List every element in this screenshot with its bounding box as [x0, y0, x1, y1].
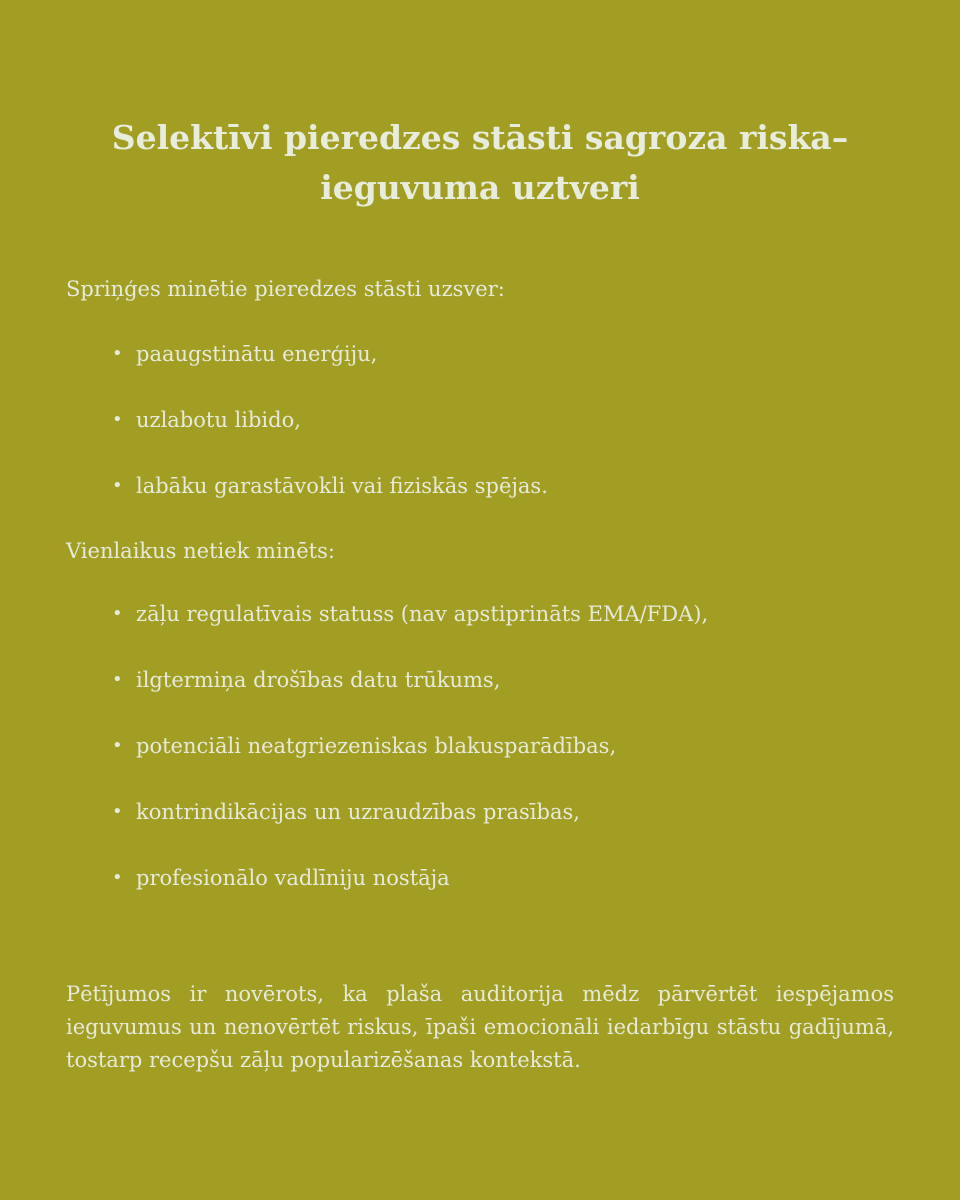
list-item-text: ilgtermiņa drošības datu trūkums,	[136, 668, 501, 692]
bullet-icon: •	[112, 735, 123, 756]
list-item-text: profesionālo vadlīniju nostāja	[136, 866, 450, 890]
page-title: Selektīvi pieredzes stāsti sagroza riska–ieguvuma uztveri	[111, 118, 849, 207]
bullet-icon: •	[112, 867, 123, 888]
list-item-text: potenciāli neatgriezeniskas blakusparādības,	[136, 734, 617, 758]
bullet-icon: •	[112, 409, 123, 430]
list-item-text: kontrindikācijas un uzraudzības prasības,	[136, 800, 580, 824]
bullet-icon: •	[112, 475, 123, 496]
list-item	[112, 863, 708, 893]
bullet-icon: •	[112, 801, 123, 822]
list-item	[112, 665, 708, 695]
bullet-icon: •	[112, 669, 123, 690]
list-item-text: zāļu regulatīvais statuss (nav apstiprināts EMA/FDA),	[136, 602, 709, 626]
closing-paragraph: Pētījumos ir novērots, ka plaša auditorija mēdz pārvērtēt iespējamos ieguvumus un nenovērtēt riskus, īpaši emocionāli iedarbīgu stāstu gadījumā, tostarp recepšu zāļu popularizēšanas kontekstā.	[66, 982, 894, 1072]
list-item-text: labāku garastāvokli vai fiziskās spējas.	[136, 474, 548, 498]
list-item	[112, 599, 708, 629]
section1-list	[112, 339, 548, 537]
list-item	[112, 797, 708, 827]
list-item	[112, 339, 548, 369]
bullet-icon: •	[112, 603, 123, 624]
list-item-text: paaugstinātu enerģiju,	[136, 342, 378, 366]
list-item-text: uzlabotu libido,	[136, 408, 301, 432]
list-item	[112, 731, 708, 761]
list-item	[112, 405, 548, 435]
list-item	[112, 471, 548, 501]
section2-intro: Vienlaikus netiek minēts:	[66, 539, 335, 563]
bullet-icon: •	[112, 343, 123, 364]
section1-intro: Spriņģes minētie pieredzes stāsti uzsver:	[66, 277, 505, 301]
section2-list	[112, 599, 708, 929]
